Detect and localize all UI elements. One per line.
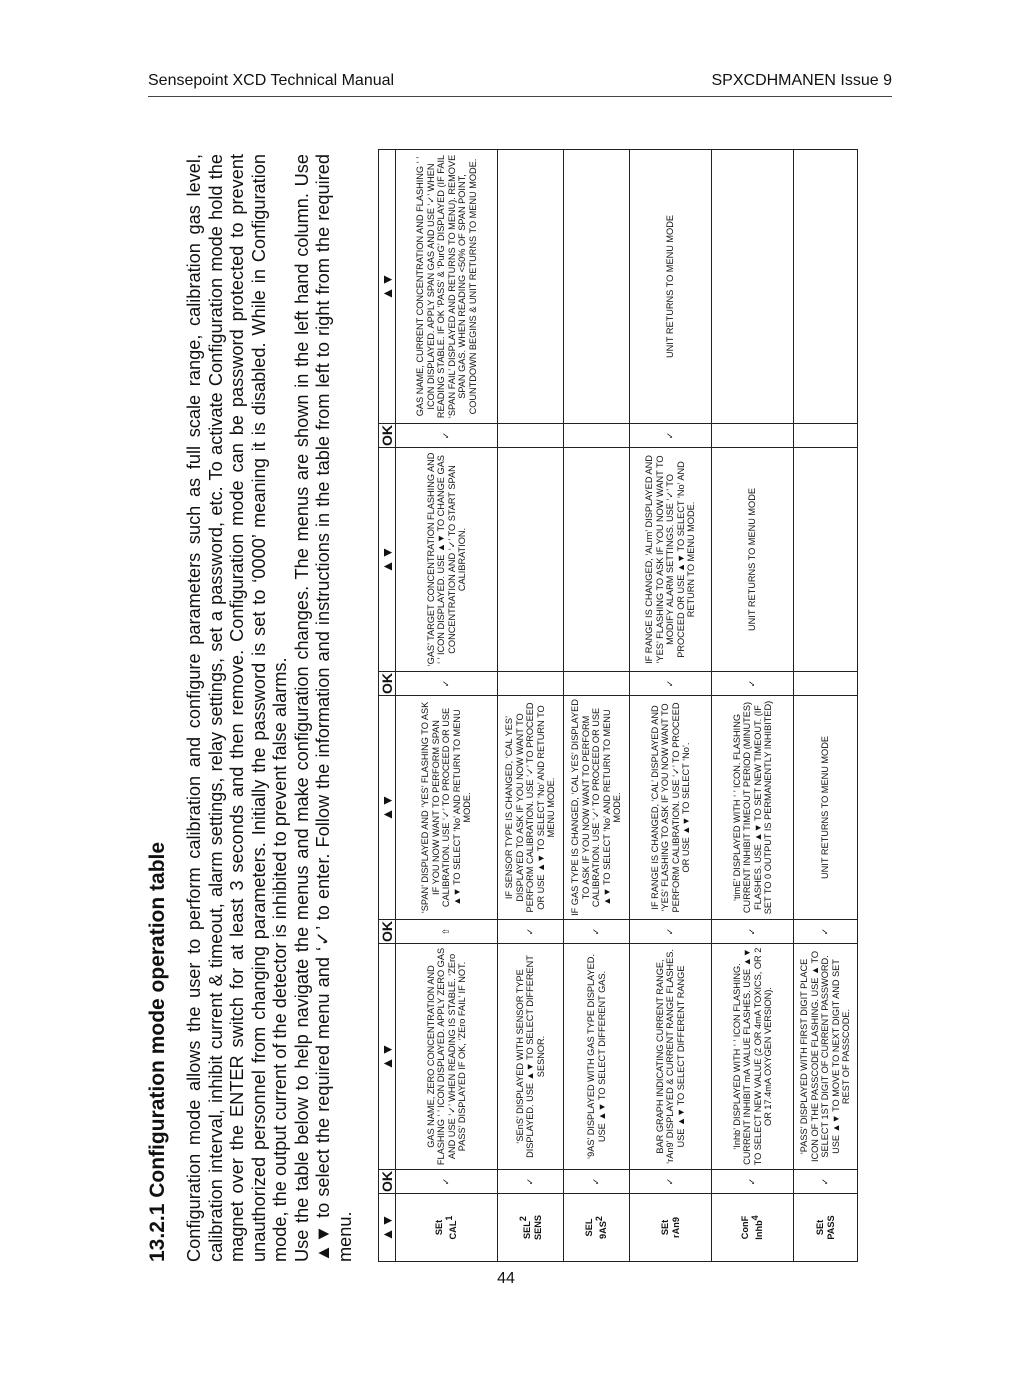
cell-text: UNIT RETURNS TO MENU MODE: [794, 696, 858, 920]
header-ok: OK: [378, 673, 395, 694]
cell-text: UNIT RETURNS TO MENU MODE: [630, 150, 712, 424]
check-icon: ✓: [498, 1170, 564, 1194]
check-icon: ✓: [794, 1170, 858, 1194]
check-icon: ✓: [712, 672, 794, 696]
check-icon: ✓: [498, 920, 564, 944]
header-arrows: ▲▼: [379, 944, 396, 1170]
header-arrows: ▲▼: [379, 1194, 396, 1262]
cell-text: IF RANGE IS CHANGED, ‘CAL’ DISPLAYED AND ‘YES’ FLASHING TO ASK IF YOU NOW WANT TO PERFORM CALIBRATION. USE ‘✓’ TO PROCEED OR USE ▲▼ TO SELECT ‘No’.: [630, 696, 712, 920]
header-ok: OK: [378, 425, 395, 446]
check-icon: ✓: [794, 920, 858, 944]
menu-sel-gas: SEL $9AS^2$: [564, 1194, 630, 1262]
header-ok: OK: [378, 921, 395, 942]
intro-paragraph-2: Use the table below to help navigate the menus and make configuration changes. The menus are shown in the left hand column. Use ▲▼ to select the required menu and ‘✓’ to enter. Follow the information and instructions in the table from left to right from the required menu.: [291, 154, 355, 1262]
check-icon: ✓: [630, 1170, 712, 1194]
table-row: [498, 150, 564, 1262]
empty-cell: [498, 672, 564, 696]
empty-cell: [498, 424, 564, 448]
menu-set-range: SEt rAn9: [630, 1194, 712, 1262]
table-row: [712, 150, 794, 1262]
cell-text: IF RANGE IS CHANGED, ‘ALrm’ DISPLAYED AND ‘YES’ FLASHING TO ASK IF YOU NOW WANT TO MODIFY ALARM SETTINGS. USE ‘✓’ TO PROCEED OR USE ▲▼ TO SELECT ‘No’ AND RETURN TO MENU MODE.: [630, 448, 712, 672]
check-icon: ✓: [564, 1170, 630, 1194]
cell-text: ‘SEnS’ DISPLAYED WITH SENSOR TYPE DISPLAYED. USE ▲▼ TO SELECT DIFFERENT SESNOR.: [498, 944, 564, 1170]
check-icon: ✓: [564, 920, 630, 944]
empty-cell: [712, 424, 794, 448]
cell-text: GAS NAME, ZERO CONCENTRATION AND FLASHING ‘ ’ ICON DISPLAYED. APPLY ZERO GAS AND USE ‘✓’ WHEN READING IS STABLE. ‘ZEro PASS’ DISPLAYED IF OK, ‘ZEro FAIL’ IF NOT.: [396, 944, 498, 1170]
menu-conf-inhibit: ConF Inhb$^4$: [712, 1194, 794, 1262]
check-icon: ✓: [396, 1170, 498, 1194]
page-header: [148, 70, 892, 97]
header-arrows: ▲▼: [379, 448, 396, 672]
up-arrow-icon: ⇧: [396, 920, 498, 944]
empty-cell: [564, 672, 630, 696]
empty-cell: [498, 150, 564, 424]
cell-text: UNIT RETURNS TO MENU MODE: [712, 448, 794, 672]
cell-text: ‘PASS’ DISPLAYED WITH FIRST DIGIT PLACE ICON OF THE PASSCODE FLASHING. USE ▲ TO SELECT 1ST DIGIT OF CURRENT PASSWORD. USE ▲▼ TO MOVE TO NEXT DIGIT AND SET REST OF PASSCODE.: [794, 944, 858, 1170]
section-title: 13.2.1 Configuration mode operation table: [146, 841, 169, 1262]
manual-issue: SPXCDHMANEN Issue 9: [711, 72, 892, 89]
menu-set-pass: SEt PASS: [794, 1194, 858, 1262]
empty-cell: [794, 448, 858, 672]
configuration-table: [378, 149, 858, 1262]
rotated-content: [146, 150, 908, 1262]
check-icon: ✓: [712, 1170, 794, 1194]
table-row: [396, 150, 498, 1262]
table-header-row: [379, 150, 396, 1262]
check-icon: ✓: [630, 920, 712, 944]
check-icon: ✓: [712, 920, 794, 944]
cell-text: ‘SPAN’ DISPLAYED AND ‘YES’ FLASHING TO ASK IF YOU NOW WANT TO PERFORM SPAN CALIBRATION. USE ‘✓’ TO PROCEED OR USE ▲▼ TO SELECT ‘No’ AND RETURN TO MENU MODE.: [396, 696, 498, 920]
header-ok: OK: [378, 1171, 395, 1192]
table-row: [794, 150, 858, 1262]
empty-cell: [564, 424, 630, 448]
cell-text: IF GAS TYPE IS CHANGED, ‘CAL YES’ DISPLAYED TO ASK IF YOU NOW WANT TO PERFORM CALIBRATION. USE ‘✓’ TO PROCEED OR USE ▲▼ TO SELECT ‘No’ AND RETURN TO MENU MODE.: [564, 696, 630, 920]
empty-cell: [564, 448, 630, 672]
check-icon: ✓: [396, 424, 498, 448]
empty-cell: [712, 150, 794, 424]
empty-cell: [794, 672, 858, 696]
cell-text: BAR GRAPH INDICATING CURRENT RANGE, ‘rAn9’ DISPLAYED & CURRENT RANGE FLASHES. USE ▲▼ TO SELECT DIFFERENT RANGE: [630, 944, 712, 1170]
cell-text: ‘Inhb’ DISPLAYED WITH ‘ ’ ICON FLASHING. CURRENT INHIBIT mA VALUE FLASHES. USE ▲▼ TO SELECT NEW VALUE (2 OR 4mA TOXICS, OR 2 OR 17.4mA OXYGEN VERSION).: [712, 944, 794, 1170]
menu-set-cal: SEt CAL$^1$: [396, 1194, 498, 1262]
page-number: 44: [497, 1270, 515, 1287]
cell-text: GAS NAME, CURRENT CONCENTRATION AND FLASHING ‘ ’ ICON DISPLAYED. APPLY SPAN GAS AND USE ‘✓’ WHEN READING STABLE. IF OK ‘PASS’ & ‘PurG’ DISPLAYED (IF FAIL ‘SPAN FAIL’ DISPLAYED AND RETURNS TO MENU). REMOVE SPAN GAS. WHEN READING <50% OF SPAN POINT, COUNTDOWN BEGINS & UNIT RETURNS TO MENU MODE.: [396, 150, 498, 424]
manual-title: Sensepoint XCD Technical Manual: [148, 72, 395, 89]
check-icon: ✓: [396, 672, 498, 696]
menu-sel-sens: SEL$^2$ SENS: [498, 1194, 564, 1262]
table-row: [564, 150, 630, 1262]
check-icon: ✓: [630, 672, 712, 696]
table-row: [630, 150, 712, 1262]
cell-text: ‘timE’ DISPLAYED WITH ‘ ’ ICON. FLASHING CURRENT INHIBIT TIMEOUT PERIOD (MINUTES) FLASHES. USE ▲▼ TO SET NEW TIMEOUT. (IF SET TO 0 OUTPUT IS PERMANENTLY INHIBITED): [712, 696, 794, 920]
cell-text: ‘GAS’ TARGET CONCENTRATION FLASHING AND ‘ ’ ICON DISPLAYED. USE ▲▼ TO CHANGE GAS CONCENTRATION AND ‘✓’ TO START SPAN CALIBRATION.: [396, 448, 498, 672]
check-icon: ✓: [630, 424, 712, 448]
empty-cell: [498, 448, 564, 672]
header-arrows: ▲▼: [379, 150, 396, 424]
empty-cell: [794, 424, 858, 448]
cell-text: IF SENSOR TYPE IS CHANGED, ‘CAL YES’ DISPLAYED TO ASK IF YOU NOW WANT TO PERFORM CALIBRATION. USE ‘✓’ TO PROCEED OR USE ▲▼ TO SELECT ‘No’ AND RETURN TO MENU MODE.: [498, 696, 564, 920]
header-arrows: ▲▼: [379, 696, 396, 920]
empty-cell: [794, 150, 858, 424]
intro-paragraph-1: Configuration mode allows the user to perform calibration and configure parameters such as full scale range, calibration gas level, calibration interval, inhibit current & timeout, alarm settings, relay settings, set a password, etc. To activate Configuration mode hold the magnet over the ENTER switch for at least 3 seconds and then remove. Configuration mode can be password protected to prevent unauthorized personnel from changing parameters. Initially the password is set to ‘0000’ meaning it is disabled. While in Configuration mode, the output current of the detector is inhibited to prevent false alarms.: [184, 154, 290, 1262]
empty-cell: [564, 150, 630, 424]
cell-text: ‘9AS’ DISPLAYED WITH GAS TYPE DISPLAYED. USE ▲▼ TO SELECT DIFFERENT GAS.: [564, 944, 630, 1170]
intro-text: [184, 154, 356, 1262]
